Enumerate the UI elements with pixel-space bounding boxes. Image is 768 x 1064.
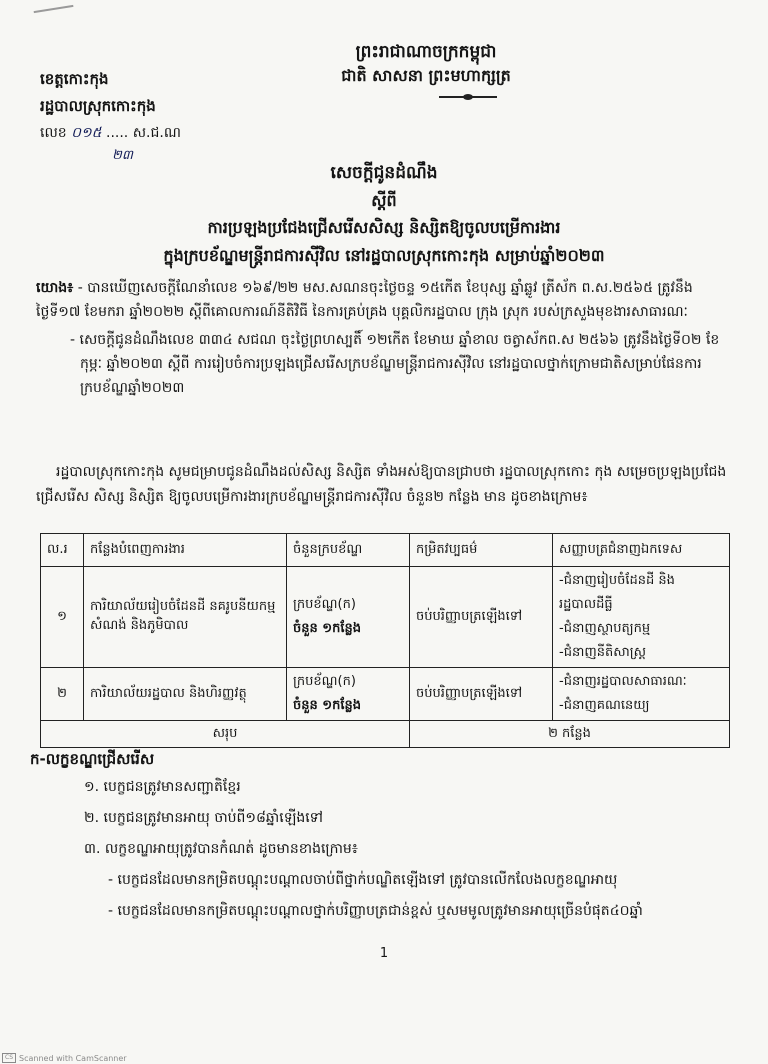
table-header-row <box>41 534 730 567</box>
ornament-divider-icon <box>439 94 497 100</box>
camscanner-icon: CS <box>2 1053 16 1063</box>
notice-subject-label: ស្តីពី <box>371 191 397 210</box>
notice-subject-line1: ការប្រឡងប្រជែងជ្រើសរើសសិស្ស និស្សិតឱ្យចូលបម្រើការងារ <box>207 218 561 237</box>
col-header-education: កម្រិតវប្បធម៌ <box>410 534 553 567</box>
province-name: ខេត្តកោះកុង <box>40 70 109 88</box>
qualifications-section <box>30 746 740 927</box>
notice-subject-line2: ក្នុងក្របខ័ណ្ឌមន្ត្រីរាជការស៊ីវិល នៅរដ្ឋបាលស្រុកកោះកុង សម្រាប់ឆ្នាំ២០២៣ <box>163 246 605 265</box>
page-number: 1 <box>379 946 389 961</box>
row-skills: -ជំនាញរដ្ឋបាលសាធារណៈ -ជំនាញគណនេយ្យ <box>553 668 730 721</box>
notice-title: សេចក្តីជូនដំណឹង <box>330 163 438 183</box>
col-header-workplace: កន្លែងបំពេញការងារ <box>84 534 287 567</box>
table-total-row <box>41 721 730 748</box>
header-issuer <box>40 66 181 163</box>
row-education: ចប់បរិញ្ញាបត្រឡើងទៅ <box>410 668 553 721</box>
notice-title-block <box>0 158 768 270</box>
reference-item-1: យោង៖ - បានឃើញសេចក្តីណែនាំលេខ ១៦៩/២២ មស.សណន​ចុះថ្ងៃចន្ទ ១៥កើត ខែបុស្ស ឆ្នាំឆ្លូវ ត្រីស័ក ព.ស.២៥៦៥ ត្រូវនឹងថ្ងៃទី១៧ ខែមករា ឆ្នាំ២០២២ ស្តីពីគោលការណ៍នីតិវិធី នៃការគ្រប់គ្រង បុគ្គលិករដ្ឋបាល ក្រុង ស្រុក របស់ក្រសួងមុខងារសាធារណៈ <box>36 280 693 320</box>
national-motto: ជាតិ សាសនា ព្រះមហាក្សត្រ <box>341 66 511 85</box>
district-admin-name: រដ្ឋបាលស្រុកកោះកុង <box>40 97 156 115</box>
scanner-text: Scanned with CamScanner <box>19 1053 127 1063</box>
list-item: ៣. លក្ខខណ្ឌអាយុត្រូវបានកំណត់ ដូចមានខាងក្រោម៖ <box>84 841 358 857</box>
references-label: យោង៖ <box>36 280 74 296</box>
list-item: - បេក្ខជនដែលមានកម្រិតបណ្តុះបណ្តាលចាប់ពីថ្នាក់បណ្ឌិតឡើងទៅ ត្រូវបានលើកលែងលក្ខខណ្ឌអាយុ <box>108 872 618 888</box>
references-section <box>36 276 736 400</box>
ref-handwritten-year: ២៣ <box>112 148 133 163</box>
qualifications-heading: ក-លក្ខខណ្ឌជ្រើសរើស <box>30 750 155 768</box>
row-workplace: ការិយាល័យរដ្ឋបាល និងហិរញ្ញវត្ថុ <box>84 668 287 721</box>
ref-handwritten-number: ០១៥ <box>71 125 102 141</box>
row-workplace: ការិយាល័យរៀបចំដែនដី នគរូបនីយកម្ម សំណង់ និងភូមិបាល <box>84 567 287 668</box>
kingdom-title: ព្រះរាជាណាចក្រកម្ពុជា <box>355 42 497 62</box>
col-header-skills: សញ្ញាបត្រជំនាញឯកទេស <box>553 534 730 567</box>
row-education: ចប់បរិញ្ញាបត្រឡើងទៅ <box>410 567 553 668</box>
row-frame: ក្របខ័ណ្ឌ(ក) ចំនួន ១កន្លែង <box>287 668 410 721</box>
row-frame: ក្របខ័ណ្ឌ(ក) ចំនួន ១កន្លែង <box>287 567 410 668</box>
list-item: ២. បេក្ខជនត្រូវមានអាយុ ចាប់ពី១៨ឆ្នាំឡើងទៅ <box>84 810 324 826</box>
ref-label: លេខ <box>40 125 67 141</box>
reference-item-2: - សេចក្តីជូនដំណឹងលេខ ៣៣៤ សជណ ចុះថ្ងៃព្រហស្បតិ៍ ១២កើត ខែមាឃ ឆ្នាំខាល ចត្វាស័កព.ស ២៥៦៦ ត្រូវនឹងថ្ងៃទី០២ ខែកុម្ភៈ ឆ្នាំ២០២៣ ស្តីពី ការរៀបចំការប្រឡងជ្រើសរើសក្របខ័ណ្ឌមន្ត្រីរាជការស៊ីវិល នៅរដ្ឋបាលថ្នាក់ក្រោមជាតិសម្រាប់ផែនការក្របខ័ណ្ឌឆ្នាំ២០២៣ <box>70 332 720 396</box>
col-header-frame: ចំនួនក្របខ័ណ្ឌ <box>287 534 410 567</box>
list-item: - បេក្ខជនដែលមានកម្រិតបណ្តុះបណ្តាលថ្នាក់បរិញ្ញាបត្រជាន់ខ្ពស់ ឬសមមូលត្រូវមានអាយុច្រើនបំផុត៤០ឆ្នាំ <box>108 903 643 919</box>
table-row <box>41 567 730 668</box>
staple-mark <box>34 5 75 19</box>
total-value: ២ កន្លែង <box>410 721 730 748</box>
total-label: សរុប <box>41 721 410 748</box>
qualifications-list <box>30 772 740 865</box>
table-row <box>41 668 730 721</box>
positions-table <box>40 533 730 748</box>
age-conditions-list <box>30 865 740 927</box>
list-item: ១. បេក្ខជនត្រូវមានសញ្ជាតិខ្មែរ <box>84 779 241 795</box>
announcement-paragraph: រដ្ឋបាលស្រុកកោះកុង សូមជម្រាបជូនដំណឹងដល់សិស្ស និស្សិត ទាំងអស់ឱ្យបានជ្រាបថា រដ្ឋបាលស្រុកកោះ កុង សម្រេចប្រឡងប្រជែងជ្រើសរើស សិស្ស និស្សិត ឱ្យចូលបម្រើការងារក្របខ័ណ្ឌមន្ត្រីរាជការស៊ីវិល ចំនួន២ កន្លែង មាន ដូចខាងក្រោម៖ <box>36 464 727 505</box>
scanner-watermark <box>2 1053 127 1063</box>
col-header-no: ល.រ <box>41 534 84 567</box>
row-number: ១ <box>41 567 84 668</box>
ref-suffix: ស.ជ.ណ <box>132 125 181 141</box>
row-skills: -ជំនាញរៀបចំដែនដី និង រដ្ឋបាលដីធ្លី -ជំនាញស្ថាបត្យកម្ម -ជំនាញនីតិសាស្ត្រ <box>553 567 730 668</box>
reference-number: លេខ ០១៥ ..... ស.ជ.ណ ២៣ <box>40 120 181 147</box>
row-number: ២ <box>41 668 84 721</box>
